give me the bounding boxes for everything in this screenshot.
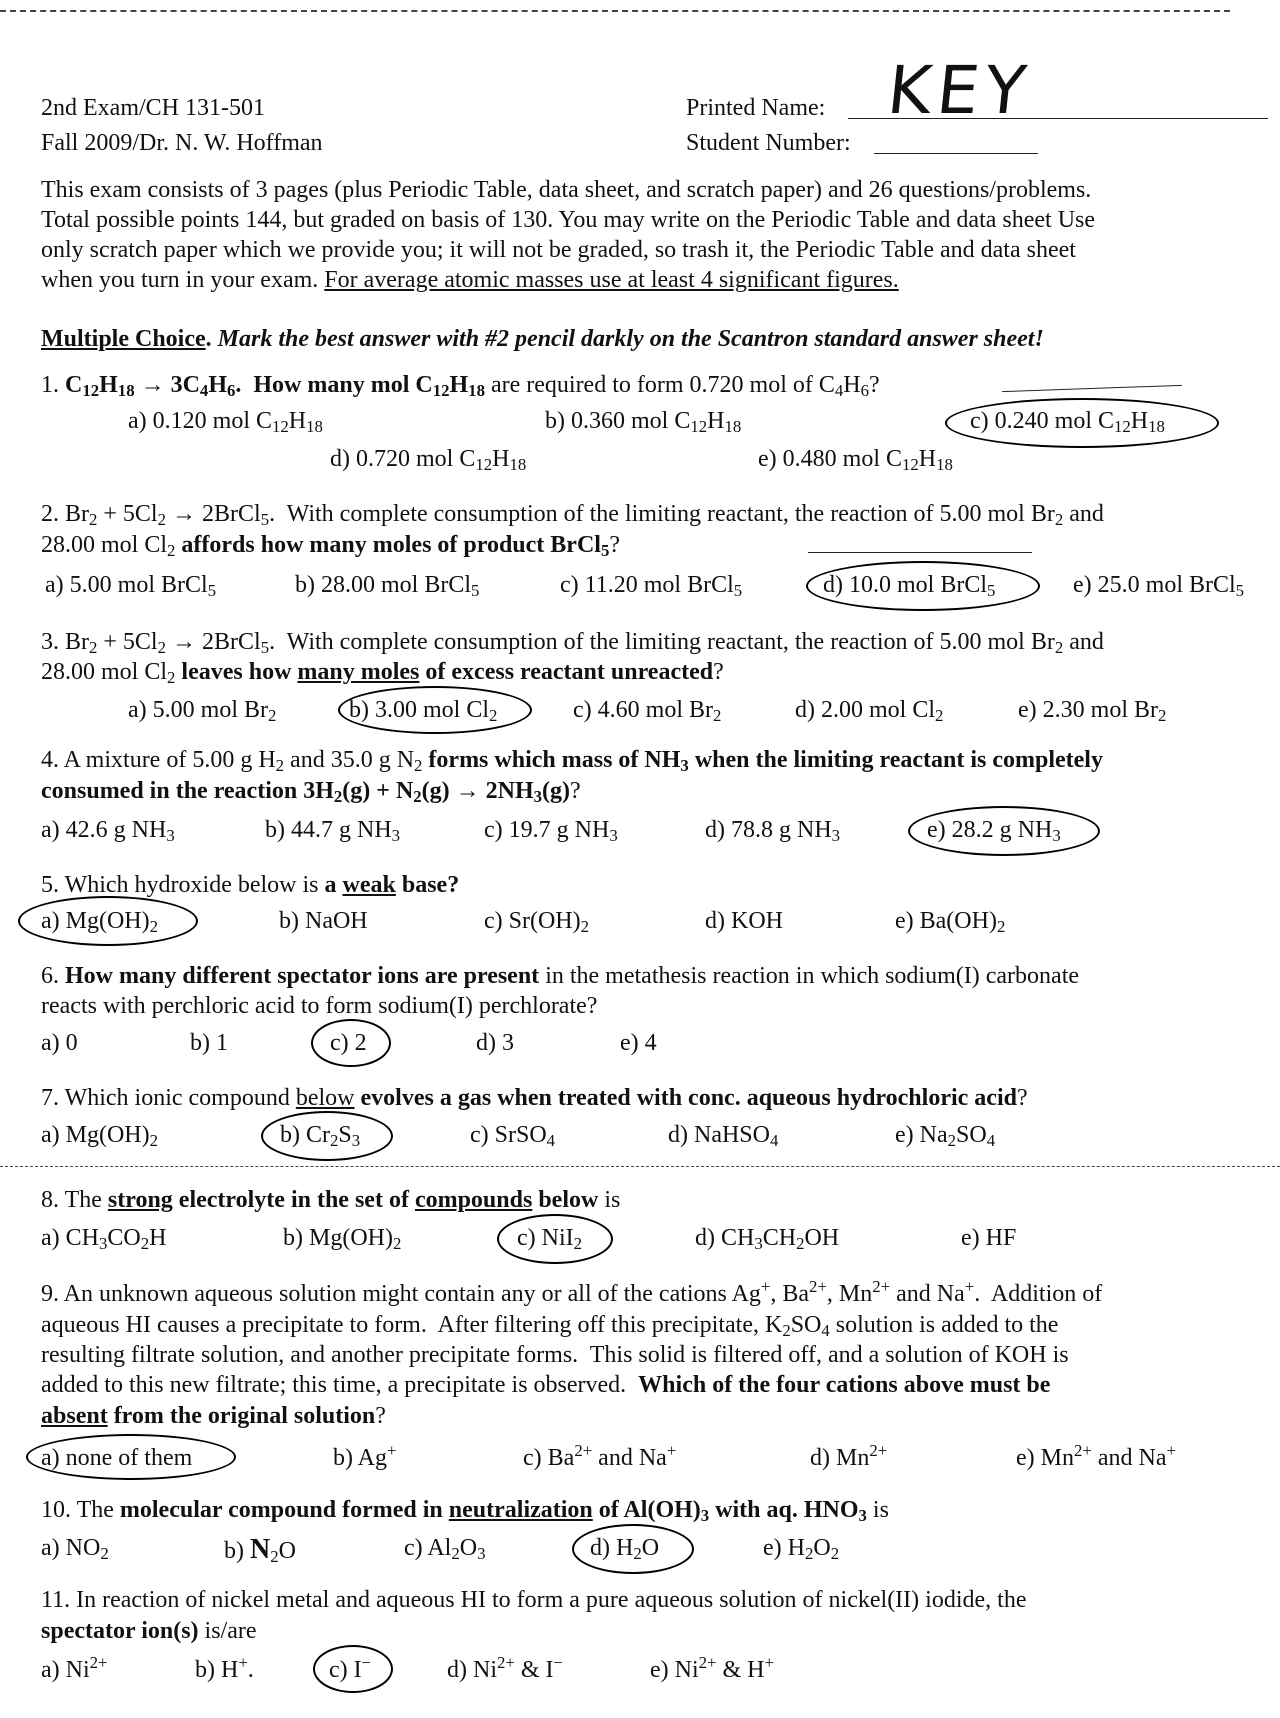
q3-option-a[interactable]: a) 5.00 mol $Br_2$ <box>128 697 277 726</box>
section-instruction: Mark the best answer with #2 pencil darkly on the Scantron standard answer sheet! <box>217 326 1044 352</box>
q1-option-a[interactable]: a) 0.120 mol $C_{12}H_{18}$ <box>128 408 323 437</box>
q5-option-e[interactable]: e) $Ba(OH)_2$ <box>895 908 1006 937</box>
exam-title: 2nd Exam/CH 131-501 <box>41 95 265 121</box>
question-3-stem-2: 28.00 mol $Cl_2$ leaves how many moles of excess reactant unreacted? <box>41 659 724 688</box>
question-2-stem-2: 28.00 mol $Cl_2$ affords how many moles of product BrCl$_5$? <box>41 532 621 561</box>
instructions-line-2: Total possible points 144, but graded on basis of 130. You may write on the Periodic Table and data sheet Use <box>41 207 1096 233</box>
instructions-line-4 <box>41 268 899 292</box>
q11-option-a[interactable]: a) $Ni^{2+}$ <box>41 1652 108 1683</box>
q7-option-d[interactable]: d) NaHSO$_4$ <box>668 1122 779 1151</box>
question-9-stem-4: added to this new filtrate; this time, a precipitate is observed. Which of the four cations above must be <box>41 1372 1051 1398</box>
q1-option-e[interactable]: e) 0.480 mol $C_{12}H_{18}$ <box>758 446 953 475</box>
q7-answer-circle <box>261 1111 393 1161</box>
q6-option-a[interactable]: a) 0 <box>41 1030 78 1056</box>
q4-answer-circle <box>908 806 1100 856</box>
q1-option-c[interactable]: c) 0.240 mol $C_{12}H_{18}$ <box>970 408 1165 437</box>
q7-option-e[interactable]: e) $Na_2SO_4$ <box>895 1122 996 1151</box>
q10-option-b[interactable]: b) $N_2O$ <box>224 1534 296 1567</box>
q6-option-b[interactable]: b) 1 <box>190 1030 228 1056</box>
q9-option-c[interactable]: c) $Ba^{2+}$ and Na+ <box>523 1440 677 1471</box>
q5-option-a[interactable]: a) $Mg(OH)_2$ <box>41 908 159 937</box>
question-6-stem-2: reacts with perchloric acid to form sodium(I) perchlorate? <box>41 993 598 1019</box>
q2-option-d[interactable]: d) 10.0 mol BrCl$_5$ <box>823 572 996 601</box>
instructions-line-4-plain: when you turn in your exam. <box>41 267 319 293</box>
question-3-stem: 3. $Br_2 + 5Cl_2$ → 2BrCl$_5$. With complete consumption of the limiting reactant, the reaction of 5.00 mol $Br_2$ and <box>41 629 1104 658</box>
q3-option-d[interactable]: d) 2.00 mol $Cl_2$ <box>795 697 944 726</box>
q9-option-a[interactable]: a) none of them <box>41 1445 193 1471</box>
student-number-label: Student Number: <box>686 130 851 156</box>
q3-option-c[interactable]: c) 4.60 mol $Br_2$ <box>573 697 722 726</box>
q1-option-d[interactable]: d) 0.720 mol $C_{12}H_{18}$ <box>330 446 527 475</box>
q7-option-a[interactable]: a) $Mg(OH)_2$ <box>41 1122 159 1151</box>
q10-answer-circle <box>572 1524 694 1574</box>
instructions-line-3: only scratch paper which we provide you; it will not be graded, so trash it, the Periodic Table and data sheet <box>41 237 1076 263</box>
q11-answer-circle <box>313 1645 393 1693</box>
q4-option-b[interactable]: b) 44.7 g $NH_3$ <box>265 817 401 846</box>
q3-option-b[interactable]: b) 3.00 mol $Cl_2$ <box>349 697 498 726</box>
question-5-stem: 5. Which hydroxide below is a weak base? <box>41 872 460 898</box>
q2-answer-circle <box>806 561 1040 611</box>
sig-fig-note: For average atomic masses use at least 4 significant figures. <box>324 267 899 293</box>
q8-answer-circle <box>497 1214 613 1264</box>
q8-option-b[interactable]: b) $Mg(OH)_2$ <box>283 1225 402 1254</box>
question-6-stem: 6. How many different spectator ions are present in the metathesis reaction in which sodium(I) carbonate <box>41 963 1080 989</box>
q11-option-c[interactable]: c) I− <box>329 1652 372 1683</box>
q8-option-a[interactable]: a) $CH_3CO_2H$ <box>41 1225 167 1254</box>
q9-option-b[interactable]: b) Ag+ <box>333 1440 397 1471</box>
question-9-stem-1: 9. An unknown aqueous solution might contain any or all of the cations Ag+, $Ba^{2+}$, $Mn^{2+}$ and Na+. Addition of <box>41 1276 1103 1307</box>
q5-option-d[interactable]: d) KOH <box>705 908 783 934</box>
q2-option-b[interactable]: b) 28.00 mol BrCl$_5$ <box>295 572 480 601</box>
q9-option-e[interactable]: e) $Mn^{2+}$ and Na+ <box>1016 1440 1176 1471</box>
question-separator <box>0 1166 1280 1167</box>
question-1-stem: 1. $C_{12}H_{18} \to 3C_4H_6$. How many mol $C_{12}H_{18}$ are required to form 0.720 mol of $C_4H_6$? <box>41 372 880 401</box>
question-2-stem: 2. $Br_2 + 5Cl_2$ → 2BrCl$_5$. With complete consumption of the limiting reactant, the reaction of 5.00 mol $Br_2$ and <box>41 501 1104 530</box>
q1-annotation-line <box>1002 385 1182 392</box>
question-9-stem-3: resulting filtrate solution, and another precipitate forms. This solid is filtered off, and a solution of KOH is <box>41 1342 1069 1368</box>
question-11-stem: 11. In reaction of nickel metal and aqueous HI to form a pure aqueous solution of nickel(II) iodide, the <box>41 1587 1027 1613</box>
q4-option-a[interactable]: a) 42.6 g $NH_3$ <box>41 817 175 846</box>
question-10-stem: 10. The molecular compound formed in neutralization of $Al(OH)_3$ with aq. $HNO_3$ is <box>41 1497 889 1526</box>
q9-answer-circle <box>26 1434 236 1480</box>
question-9-stem-5: absent from the original solution? <box>41 1403 386 1429</box>
question-4-stem-2: consumed in the reaction $3H_2(g) + N_2(g) \to 2NH_3(g)$? <box>41 778 581 807</box>
q5-option-b[interactable]: b) NaOH <box>279 908 368 934</box>
q7-option-b[interactable]: b) $Cr_2S_3$ <box>280 1122 361 1151</box>
q3-answer-circle <box>338 686 532 734</box>
instructions-line-1: This exam consists of 3 pages (plus Periodic Table, data sheet, and scratch paper) and 26 questions/problems. <box>41 177 1092 203</box>
q2-option-c[interactable]: c) 11.20 mol BrCl$_5$ <box>560 572 743 601</box>
q5-answer-circle <box>18 896 198 946</box>
printed-name-value: KEY <box>883 52 1036 129</box>
q4-option-c[interactable]: c) 19.7 g $NH_3$ <box>484 817 618 846</box>
top-scan-edge <box>0 10 1230 12</box>
q6-option-c[interactable]: c) 2 <box>330 1030 367 1056</box>
q2-option-a[interactable]: a) 5.00 mol BrCl$_5$ <box>45 572 217 601</box>
q2-option-e[interactable]: e) 25.0 mol BrCl$_5$ <box>1073 572 1245 601</box>
section-title: Multiple Choice <box>41 326 206 352</box>
printed-name-label: Printed Name: <box>686 95 826 121</box>
q10-option-c[interactable]: c) $Al_2O_3$ <box>404 1535 486 1564</box>
q9-option-d[interactable]: d) $Mn^{2+}$ <box>810 1440 888 1471</box>
q1-answer-circle <box>945 398 1219 448</box>
q11-option-b[interactable]: b) H+. <box>195 1652 254 1683</box>
q10-option-e[interactable]: e) $H_2O_2$ <box>763 1535 840 1564</box>
section-heading: Multiple Choice. Mark the best answer with #2 pencil darkly on the Scantron standard answer sheet! <box>41 326 1044 352</box>
q6-option-d[interactable]: d) 3 <box>476 1030 514 1056</box>
question-8-stem: 8. The strong electrolyte in the set of compounds below is <box>41 1187 621 1213</box>
q7-option-c[interactable]: c) SrSO$_4$ <box>470 1122 556 1151</box>
q11-option-d[interactable]: d) $Ni^{2+}$ & I− <box>447 1652 563 1683</box>
q4-option-d[interactable]: d) 78.8 g $NH_3$ <box>705 817 841 846</box>
q11-option-e[interactable]: e) $Ni^{2+}$ & H+ <box>650 1652 774 1683</box>
q3-option-e[interactable]: e) 2.30 mol $Br_2$ <box>1018 697 1167 726</box>
q4-option-e[interactable]: e) 28.2 g $NH_3$ <box>927 817 1061 846</box>
q5-option-c[interactable]: c) $Sr(OH)_2$ <box>484 908 590 937</box>
question-9-stem-2: aqueous HI causes a precipitate to form. After filtering off this precipitate, $K_2SO_4$ solution is added to the <box>41 1312 1059 1341</box>
q6-option-e[interactable]: e) 4 <box>620 1030 657 1056</box>
q10-option-a[interactable]: a) $NO_2$ <box>41 1535 109 1564</box>
question-4-stem: 4. A mixture of 5.00 g $H_2$ and 35.0 g $N_2$ forms which mass of $NH_3$ when the limiting reactant is completely <box>41 747 1103 776</box>
q8-option-e[interactable]: e) HF <box>961 1225 1017 1251</box>
question-11-stem-2: spectator ion(s) is/are <box>41 1618 257 1644</box>
q6-answer-circle <box>311 1019 391 1067</box>
question-7-stem: 7. Which ionic compound below evolves a gas when treated with conc. aqueous hydrochloric acid? <box>41 1085 1028 1111</box>
q10-option-d[interactable]: d) $H_2O$ <box>590 1535 660 1564</box>
exam-term: Fall 2009/Dr. N. W. Hoffman <box>41 130 323 156</box>
q1-option-b[interactable]: b) 0.360 mol $C_{12}H_{18}$ <box>545 408 742 437</box>
q2-annotation-line <box>808 552 1032 553</box>
student-number-line <box>874 153 1038 154</box>
q8-option-d[interactable]: d) $CH_3CH_2OH$ <box>695 1225 840 1254</box>
q8-option-c[interactable]: c) NiI$_2$ <box>517 1225 583 1254</box>
